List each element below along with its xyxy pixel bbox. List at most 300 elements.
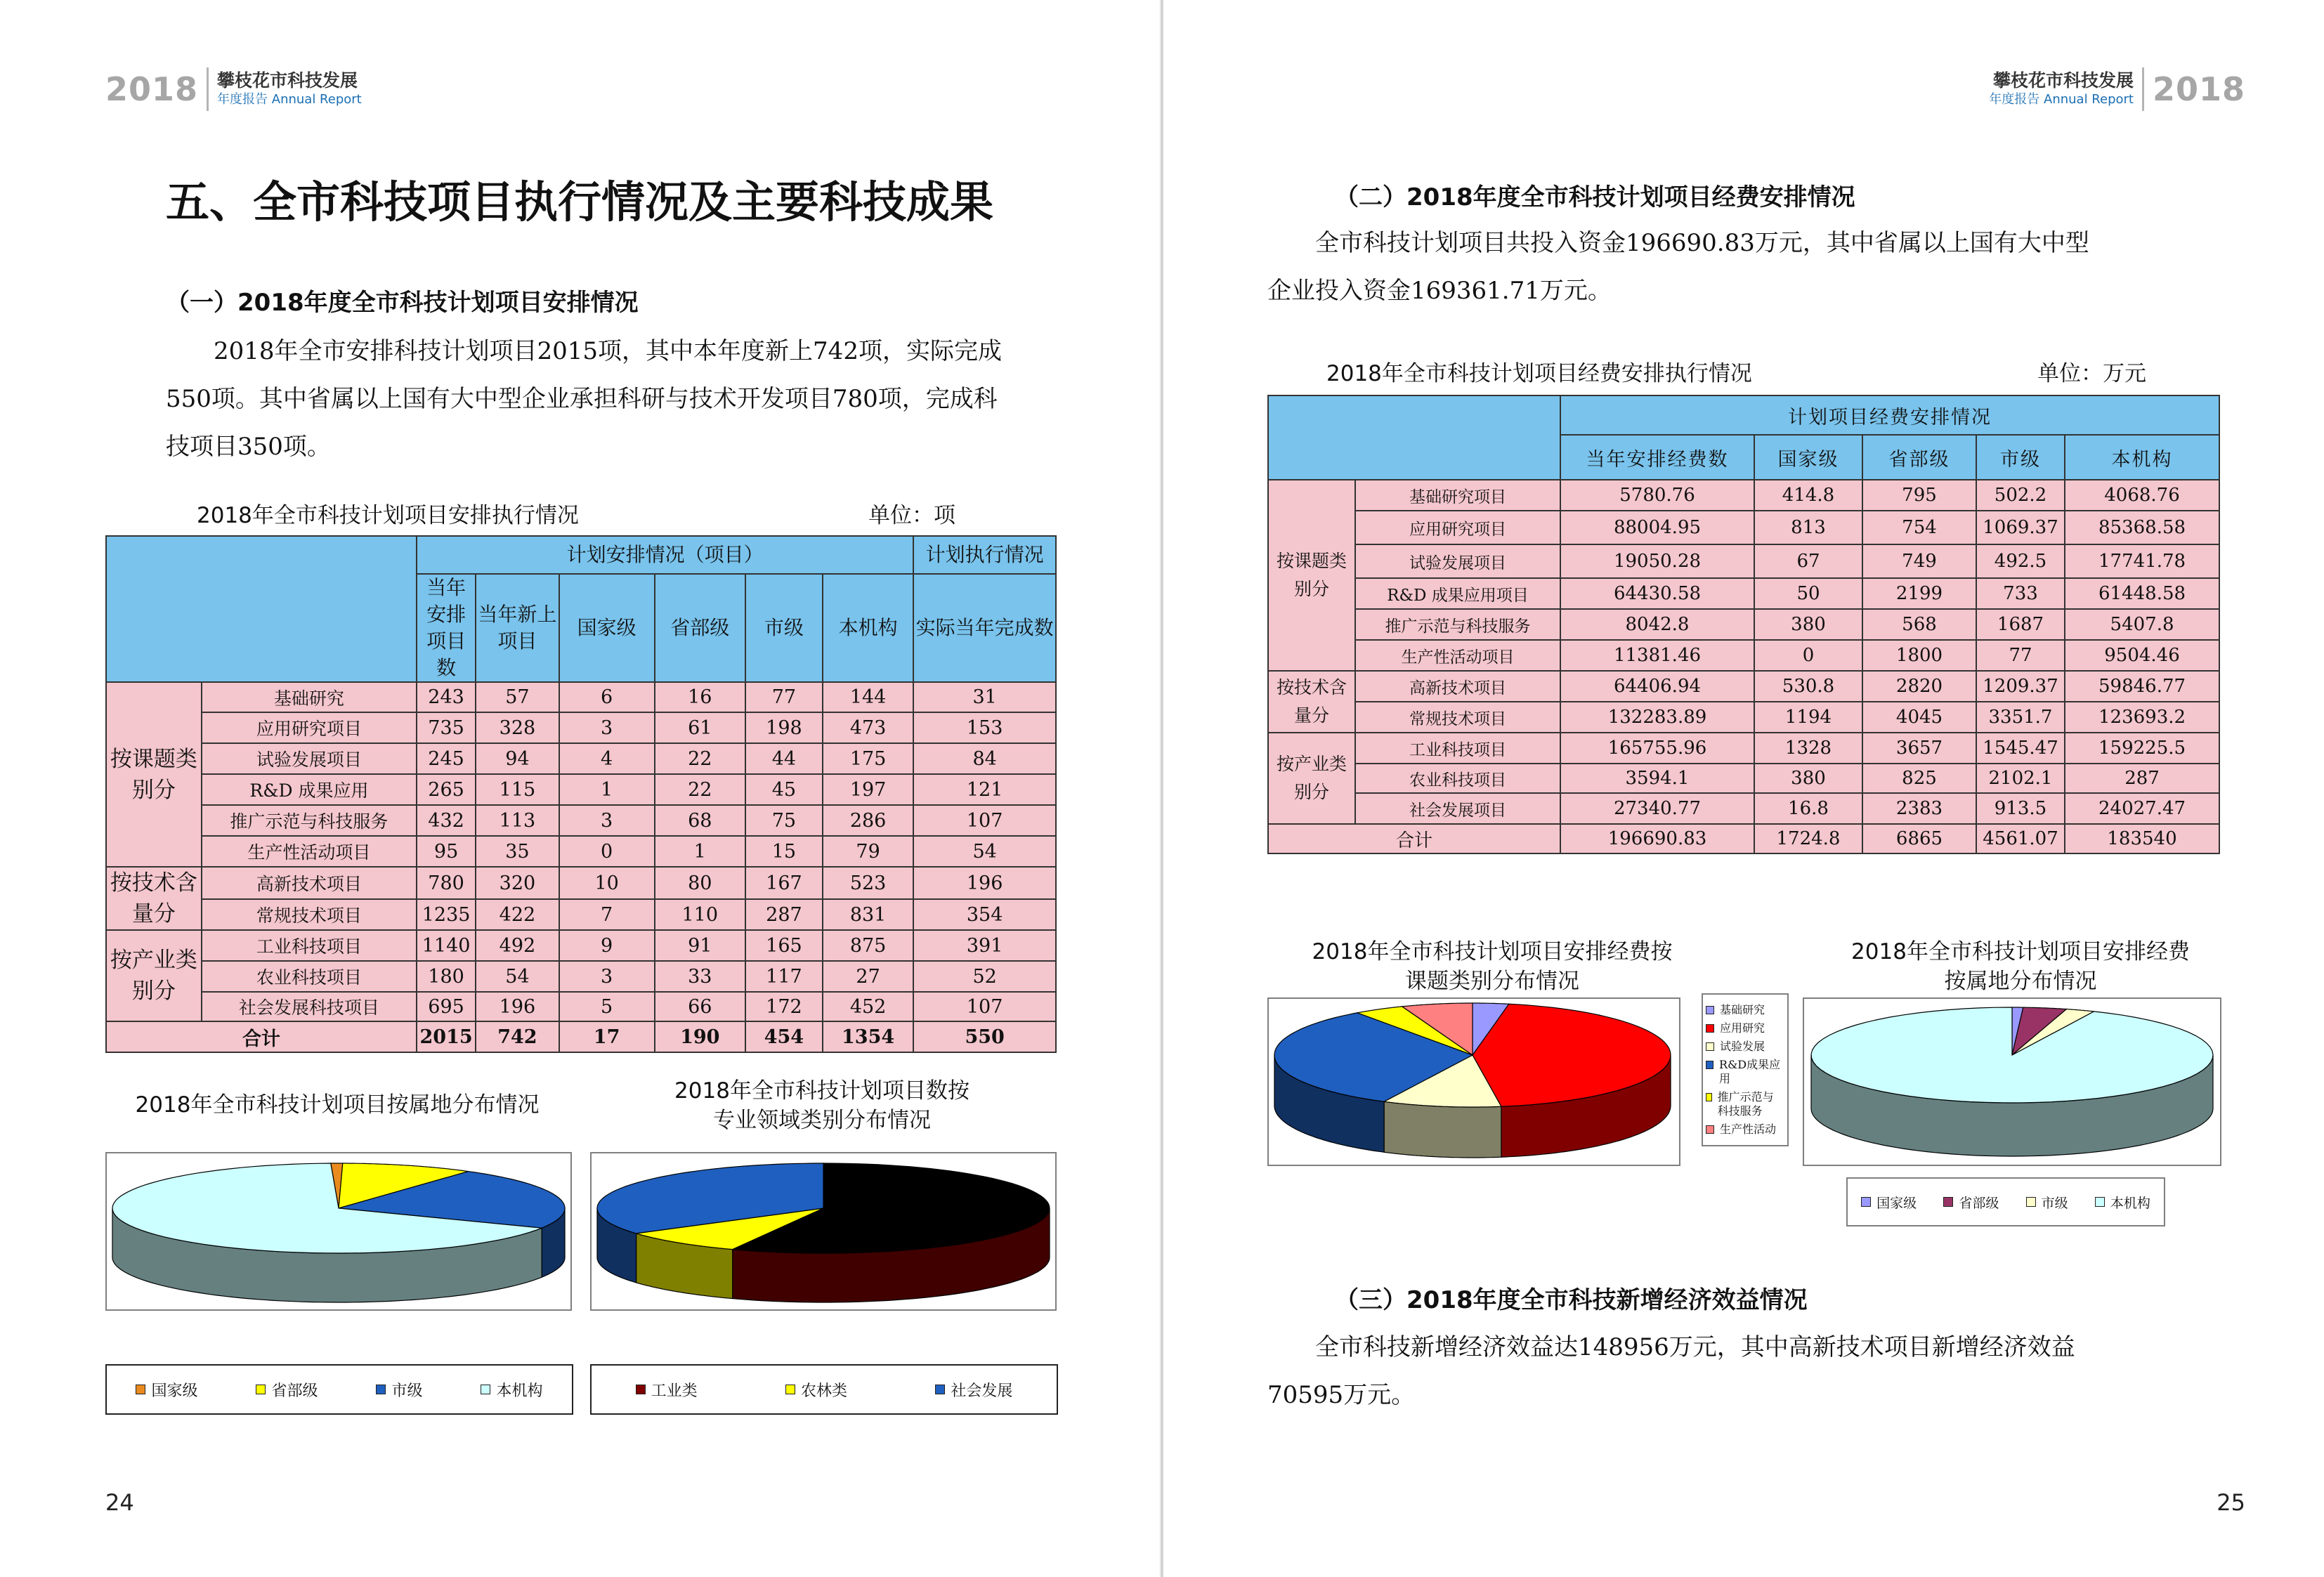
table-cell: 287 <box>745 899 823 930</box>
table-cell: 4068.76 <box>2065 480 2219 511</box>
legend-swatch <box>636 1385 646 1394</box>
row-group-label: 按课题类别分 <box>1268 480 1355 671</box>
row-label: 工业科技项目 <box>1355 733 1560 764</box>
paragraph-line: 企业投入资金169361.71万元。 <box>1267 277 1612 305</box>
legend-swatch <box>1706 1093 1712 1101</box>
table-cell: 196 <box>913 867 1056 899</box>
column-header: 国家级 <box>1754 435 1862 480</box>
chart-4-title <box>1796 937 2245 996</box>
table-cell: 159225.5 <box>2065 733 2219 764</box>
table-cell: 1328 <box>1754 733 1862 764</box>
column-header: 本机构 <box>2065 435 2219 480</box>
table-row <box>1268 609 2219 640</box>
table-cell: 0 <box>1754 640 1862 671</box>
chart-2-area <box>590 1152 1057 1311</box>
table-cell: 95 <box>417 836 476 867</box>
legend-swatch <box>376 1385 386 1394</box>
table-cell: 10 <box>559 867 655 899</box>
legend-label: 应用研究 <box>1720 1021 1765 1035</box>
legend-label: 农林类 <box>800 1382 847 1400</box>
paragraph-line: 2018年全市安排科技计划项目2015项，其中本年度新上742项，实际完成 <box>214 337 1002 365</box>
table-row <box>1268 733 2219 764</box>
page-left <box>0 0 1161 1577</box>
table-cell: 825 <box>1862 764 1976 793</box>
legend-item <box>256 1379 318 1401</box>
table-cell: 243 <box>417 682 476 712</box>
paragraph-3 <box>1267 1323 2075 1419</box>
row-label: 高新技术项目 <box>1355 671 1560 702</box>
table-cell: 3 <box>559 805 655 836</box>
header-divider <box>2142 67 2144 111</box>
table-cell: 84 <box>913 743 1056 774</box>
table-cell: 3351.7 <box>1976 702 2065 733</box>
header-title: 攀枝花市科技发展 <box>217 70 358 91</box>
table-cell: 3 <box>559 961 655 992</box>
table-cell: 15 <box>745 836 823 867</box>
table-cell: 422 <box>476 899 559 930</box>
row-group-label: 按产业类别分 <box>1268 733 1355 824</box>
row-label: 生产性活动项目 <box>202 836 417 867</box>
table-cell: 54 <box>913 836 1056 867</box>
table-cell: 196 <box>476 992 559 1021</box>
table-row <box>1268 793 2219 824</box>
legend-item <box>376 1379 422 1401</box>
chart-4-area <box>1803 997 2221 1166</box>
legend-swatch <box>256 1385 266 1394</box>
table-cell: 2199 <box>1862 578 1976 609</box>
table-cell: 75 <box>745 805 823 836</box>
table-cell: 1 <box>559 774 655 805</box>
table-cell: 165755.96 <box>1560 733 1754 764</box>
table-row <box>1268 395 2219 435</box>
paragraph-line: 全市科技新增经济效益达148956万元，其中高新技术项目新增经济效益 <box>1315 1333 2075 1361</box>
paragraph-line: 技项目350项。 <box>166 433 331 461</box>
table-cell: 59846.77 <box>2065 671 2219 702</box>
legend-item <box>785 1379 847 1401</box>
table-cell: 197 <box>823 774 913 805</box>
table-row <box>106 805 1056 836</box>
column-header: 当年新上项目 <box>476 574 559 682</box>
table-cell: 813 <box>1754 511 1862 544</box>
table-cell: 735 <box>417 712 476 743</box>
legend-item <box>1706 1003 1784 1017</box>
table-cell: 68 <box>655 805 745 836</box>
table-cell: 67 <box>1754 544 1862 578</box>
table-row <box>1268 824 2219 853</box>
chart-3-pie <box>1269 999 1679 1165</box>
table-cell: 7 <box>559 899 655 930</box>
table-cell: 286 <box>823 805 913 836</box>
chart-4-pie <box>1804 999 2220 1165</box>
legend-swatch <box>1706 1042 1714 1051</box>
table-cell: 2820 <box>1862 671 1976 702</box>
legend-label: 生产性活动 <box>1720 1123 1777 1136</box>
column-header: 市级 <box>745 574 823 682</box>
legend-item <box>1861 1193 1917 1212</box>
legend-swatch <box>2026 1197 2036 1207</box>
page-number: 25 <box>2217 1489 2245 1516</box>
header-left <box>105 67 362 111</box>
table-cell: 265 <box>417 774 476 805</box>
table-cell: 31 <box>913 682 1056 712</box>
table-cell: 754 <box>1862 511 1976 544</box>
table-cell: 523 <box>823 867 913 899</box>
column-header: 本机构 <box>823 574 913 682</box>
exec-header: 计划执行情况 <box>913 536 1056 574</box>
table-cell: 1545.47 <box>1976 733 2065 764</box>
total-cell: 4561.07 <box>1976 824 2065 853</box>
table-cell: 530.8 <box>1754 671 1862 702</box>
table-cell: 144 <box>823 682 913 712</box>
table-cell: 795 <box>1862 480 1976 511</box>
table-cell: 61 <box>655 712 745 743</box>
table-2-unit: 单位：万元 <box>2037 361 2146 386</box>
table-cell: 77 <box>1976 640 2065 671</box>
table-cell: 245 <box>417 743 476 774</box>
legend-label: 推广示范与科技服务 <box>1717 1090 1774 1118</box>
table-row <box>1268 511 2219 544</box>
table-cell: 165 <box>745 930 823 961</box>
table-cell: 22 <box>655 743 745 774</box>
total-cell: 2015 <box>417 1021 476 1052</box>
row-label: 社会发展科技项目 <box>202 992 417 1021</box>
table-cell: 354 <box>913 899 1056 930</box>
table-row <box>106 1021 1056 1052</box>
table-cell: 107 <box>913 992 1056 1021</box>
table-cell: 117 <box>745 961 823 992</box>
legend-swatch <box>1706 1125 1714 1134</box>
legend-swatch <box>136 1385 145 1394</box>
table-cell: 107 <box>913 805 1056 836</box>
table-cell: 5407.8 <box>2065 609 2219 640</box>
table-row <box>1268 544 2219 578</box>
table-cell: 54 <box>476 961 559 992</box>
legend-swatch <box>935 1385 945 1394</box>
table-cell: 432 <box>417 805 476 836</box>
table-cell: 502.2 <box>1976 480 2065 511</box>
table-cell: 473 <box>823 712 913 743</box>
total-cell: 6865 <box>1862 824 1976 853</box>
legend-label: 本机构 <box>2110 1195 2150 1211</box>
row-label: 常规技术项目 <box>1355 702 1560 733</box>
chart-3-legend <box>1702 993 1789 1146</box>
legend-swatch <box>481 1385 490 1394</box>
chart-3-title <box>1267 937 1717 996</box>
column-header: 实际当年完成数 <box>913 574 1056 682</box>
table-cell: 61448.58 <box>2065 578 2219 609</box>
paragraph-2 <box>1267 219 2089 315</box>
header-subtitle: 年度报告 Annual Report <box>1989 92 2134 107</box>
table-cell: 391 <box>913 930 1056 961</box>
table-row <box>106 774 1056 805</box>
chart-1-title <box>105 1090 569 1120</box>
table-funding-arrangement <box>1267 395 2220 854</box>
legend-item <box>1706 1090 1784 1118</box>
table-cell: 733 <box>1976 578 2065 609</box>
table-1-unit: 单位：项 <box>868 503 955 528</box>
row-label: 农业科技项目 <box>202 961 417 992</box>
table-cell: 1209.37 <box>1976 671 2065 702</box>
table-cell: 27 <box>823 961 913 992</box>
legend-item <box>1706 1123 1784 1137</box>
table-cell: 8042.8 <box>1560 609 1754 640</box>
table-cell: 4 <box>559 743 655 774</box>
header-right <box>1989 67 2245 111</box>
table-row <box>106 961 1056 992</box>
table-cell: 1687 <box>1976 609 2065 640</box>
table-row <box>1268 764 2219 793</box>
group-header: 计划安排情况（项目） <box>417 536 913 574</box>
table-cell: 110 <box>655 899 745 930</box>
table-1-title: 2018年全市科技计划项目安排执行情况 <box>197 503 579 528</box>
legend-item <box>2026 1193 2068 1212</box>
legend-swatch <box>1706 1024 1714 1033</box>
legend-label: 基础研究 <box>1720 1003 1765 1016</box>
row-label: 基础研究 <box>202 682 417 712</box>
total-cell: 550 <box>913 1021 1056 1052</box>
table-cell: 1 <box>655 836 745 867</box>
chart-2-title <box>590 1076 1054 1135</box>
chart-title-line: 2018年全市科技计划项目数按 <box>674 1078 970 1104</box>
total-cell: 742 <box>476 1021 559 1052</box>
header-subtitle: 年度报告 Annual Report <box>217 92 362 107</box>
chart-2-pie <box>592 1153 1055 1309</box>
section-2-title: （二）2018年度全市科技计划项目经费安排情况 <box>1335 183 1855 211</box>
legend-item <box>1943 1193 1999 1212</box>
legend-label: 市级 <box>391 1382 423 1400</box>
legend-swatch <box>1706 1006 1714 1014</box>
table-cell: 380 <box>1754 764 1862 793</box>
table-cell: 167 <box>745 867 823 899</box>
legend-label: 国家级 <box>151 1382 198 1400</box>
header-divider <box>207 67 209 111</box>
column-header: 省部级 <box>655 574 745 682</box>
row-label: 试验发展项目 <box>1355 544 1560 578</box>
table-cell: 45 <box>745 774 823 805</box>
legend-label: 市级 <box>2041 1195 2068 1211</box>
table-cell: 4045 <box>1862 702 1976 733</box>
legend-label: 社会发展 <box>951 1382 1013 1400</box>
section-3-title: （三）2018年度全市科技新增经济效益情况 <box>1335 1286 1808 1314</box>
row-group-label: 按产业类别分 <box>106 930 202 1021</box>
table-row <box>106 899 1056 930</box>
column-header: 当年安排项目数 <box>417 574 476 682</box>
column-header: 省部级 <box>1862 435 1976 480</box>
paragraph-line: 70595万元。 <box>1267 1381 1416 1409</box>
legend-item <box>935 1379 1012 1401</box>
chart-2-legend <box>590 1364 1058 1415</box>
table-cell: 3594.1 <box>1560 764 1754 793</box>
table-cell: 2102.1 <box>1976 764 2065 793</box>
pie-slice-side <box>1384 1101 1501 1158</box>
table-cell: 27340.77 <box>1560 793 1754 824</box>
table-cell: 1140 <box>417 930 476 961</box>
row-label: 推广示范与科技服务 <box>1355 609 1560 640</box>
table-cell: 6 <box>559 682 655 712</box>
chapter-heading: 五、全市科技项目执行情况及主要科技成果 <box>166 176 994 228</box>
legend-item <box>1706 1058 1784 1086</box>
table-cell: 172 <box>745 992 823 1021</box>
table-cell: 85368.58 <box>2065 511 2219 544</box>
chart-title-line: 专业领域类别分布情况 <box>713 1108 931 1133</box>
table-row <box>106 992 1056 1021</box>
row-label: 常规技术项目 <box>202 899 417 930</box>
table-corner-cell <box>106 536 417 682</box>
table-row <box>106 836 1056 867</box>
total-cell: 1724.8 <box>1754 824 1862 853</box>
table-cell: 0 <box>559 836 655 867</box>
row-label: 生产性活动项目 <box>1355 640 1560 671</box>
row-label: 推广示范与科技服务 <box>202 805 417 836</box>
table-cell: 132283.89 <box>1560 702 1754 733</box>
table-cell: 780 <box>417 867 476 899</box>
table-cell: 1800 <box>1862 640 1976 671</box>
table-row <box>1268 702 2219 733</box>
pie-slice <box>1811 1007 2213 1103</box>
table-cell: 5 <box>559 992 655 1021</box>
legend-item <box>136 1379 197 1401</box>
column-header: 国家级 <box>559 574 655 682</box>
table-cell: 88004.95 <box>1560 511 1754 544</box>
table-cell: 22 <box>655 774 745 805</box>
table-cell: 1194 <box>1754 702 1862 733</box>
chart-1-legend <box>105 1364 573 1415</box>
total-cell: 17 <box>559 1021 655 1052</box>
chart-title-line: 2018年全市科技计划项目按属地分布情况 <box>135 1092 540 1118</box>
row-label: R&D 成果应用 <box>202 774 417 805</box>
table-cell: 16.8 <box>1754 793 1862 824</box>
table-cell: 913.5 <box>1976 793 2065 824</box>
table-cell: 875 <box>823 930 913 961</box>
table-cell: 19050.28 <box>1560 544 1754 578</box>
table-2-title: 2018年全市科技计划项目经费安排执行情况 <box>1326 361 1752 386</box>
table-cell: 80 <box>655 867 745 899</box>
table-cell: 79 <box>823 836 913 867</box>
table-cell: 695 <box>417 992 476 1021</box>
table-row <box>1268 671 2219 702</box>
total-cell: 190 <box>655 1021 745 1052</box>
legend-label: 国家级 <box>1876 1195 1917 1211</box>
section-1-title: （一）2018年度全市科技计划项目安排情况 <box>166 289 639 317</box>
table-cell: 24027.47 <box>2065 793 2219 824</box>
table-cell: 17741.78 <box>2065 544 2219 578</box>
legend-swatch <box>1943 1197 1953 1207</box>
table-row <box>106 682 1056 712</box>
paragraph-line: 全市科技计划项目共投入资金196690.83万元，其中省属以上国有大中型 <box>1315 229 2089 257</box>
total-cell: 1354 <box>823 1021 913 1052</box>
table-cell: 33 <box>655 961 745 992</box>
table-cell: 180 <box>417 961 476 992</box>
legend-item <box>1706 1040 1784 1054</box>
table-cell: 52 <box>913 961 1056 992</box>
table-cell: 492.5 <box>1976 544 2065 578</box>
row-label: 高新技术项目 <box>202 867 417 899</box>
table-cell: 328 <box>476 712 559 743</box>
table-row <box>106 743 1056 774</box>
legend-swatch <box>1861 1197 1871 1207</box>
table-cell: 91 <box>655 930 745 961</box>
table-row <box>106 536 1056 574</box>
table-cell: 77 <box>745 682 823 712</box>
chart-4-legend <box>1846 1177 2165 1226</box>
table-cell: 9 <box>559 930 655 961</box>
total-cell: 454 <box>745 1021 823 1052</box>
legend-swatch <box>2095 1197 2105 1207</box>
header-year: 2018 <box>2152 70 2245 108</box>
table-cell: 64406.94 <box>1560 671 1754 702</box>
row-label: 农业科技项目 <box>1355 764 1560 793</box>
table-cell: 287 <box>2065 764 2219 793</box>
legend-label: 省部级 <box>1959 1195 1999 1211</box>
row-group-label: 按课题类别分 <box>106 682 202 867</box>
table-row <box>1268 640 2219 671</box>
legend-swatch <box>1706 1061 1713 1069</box>
header-title: 攀枝花市科技发展 <box>1992 70 2134 91</box>
table-cell: 492 <box>476 930 559 961</box>
total-cell: 183540 <box>2065 824 2219 853</box>
page-number: 24 <box>105 1489 134 1516</box>
legend-item <box>481 1379 542 1401</box>
table-cell: 50 <box>1754 578 1862 609</box>
table-cell: 3657 <box>1862 733 1976 764</box>
table-cell: 452 <box>823 992 913 1021</box>
legend-item <box>2095 1193 2150 1212</box>
legend-label: 试验发展 <box>1720 1040 1765 1053</box>
table-cell: 749 <box>1862 544 1976 578</box>
row-label: R&D 成果应用项目 <box>1355 578 1560 609</box>
table-row <box>106 712 1056 743</box>
table-cell: 3 <box>559 712 655 743</box>
chart-title-line: 2018年全市科技计划项目安排经费按 <box>1312 939 1673 964</box>
table-cell: 94 <box>476 743 559 774</box>
table-cell: 2383 <box>1862 793 1976 824</box>
table-cell: 113 <box>476 805 559 836</box>
table-cell: 380 <box>1754 609 1862 640</box>
table-row <box>1268 480 2219 511</box>
row-label: 工业科技项目 <box>202 930 417 961</box>
table-row <box>1268 578 2219 609</box>
table-cell: 44 <box>745 743 823 774</box>
row-group-label: 按技术含量分 <box>106 867 202 930</box>
legend-label: 省部级 <box>271 1382 318 1400</box>
total-cell: 196690.83 <box>1560 824 1754 853</box>
table-cell: 115 <box>476 774 559 805</box>
table-cell: 568 <box>1862 609 1976 640</box>
column-header: 市级 <box>1976 435 2065 480</box>
table-cell: 198 <box>745 712 823 743</box>
legend-item <box>636 1379 698 1401</box>
table-project-arrangement <box>105 535 1057 1053</box>
table-cell: 153 <box>913 712 1056 743</box>
row-label: 社会发展项目 <box>1355 793 1560 824</box>
row-label: 基础研究项目 <box>1355 480 1560 511</box>
chart-title-line: 按属地分布情况 <box>1944 969 2097 994</box>
table-corner-cell <box>1268 395 1560 480</box>
table-cell: 5780.76 <box>1560 480 1754 511</box>
chart-3-area <box>1267 997 1680 1166</box>
table-cell: 121 <box>913 774 1056 805</box>
table-cell: 320 <box>476 867 559 899</box>
chart-1-pie <box>107 1153 570 1309</box>
table-row <box>106 930 1056 961</box>
total-label: 合计 <box>1268 824 1560 853</box>
legend-label: R&D成果应用 <box>1719 1058 1781 1085</box>
table-row <box>106 867 1056 899</box>
table-cell: 9504.46 <box>2065 640 2219 671</box>
chart-title-line: 2018年全市科技计划项目安排经费 <box>1851 939 2190 964</box>
table-cell: 16 <box>655 682 745 712</box>
legend-label: 工业类 <box>651 1382 698 1400</box>
